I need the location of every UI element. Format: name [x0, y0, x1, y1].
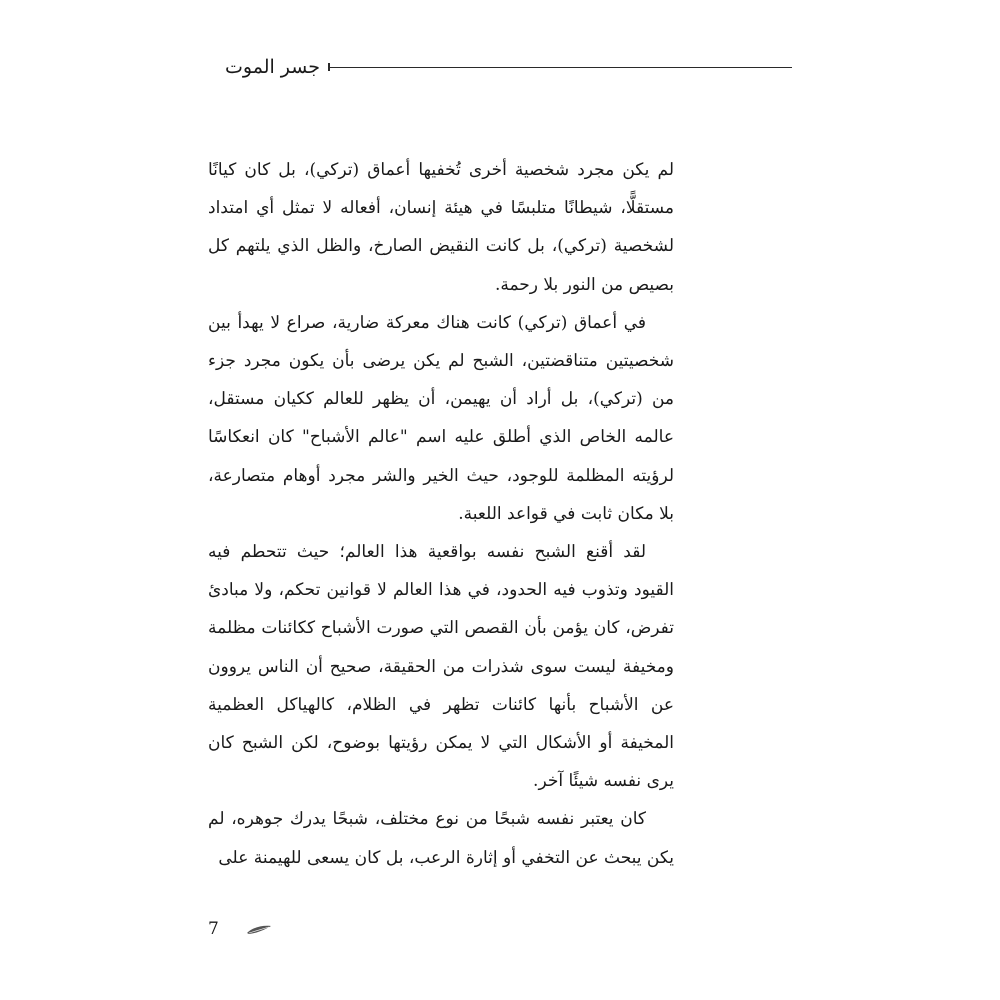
body-text: [208, 151, 674, 877]
paragraph: لقد أقنع الشبح نفسه بواقعية هذا العالم؛ حيث تتحطم فيه القيود وتذوب فيه الحدود، في هذا العالم لا قوانين تحكم، ولا مبادئ تفرض، كان يؤمن بأن القصص التي صورت الأشباح ككائنات مظلمة ومخيفة ليست سوى شذرات من الحقيقة، صحيح أن الناس يروون عن الأشباح بأنها كائنات تظهر في الظلام، كالهياكل العظمية المخيفة أو الأشكال التي لا يمكن رؤيتها بوضوح، لكن الشبح كان يرى نفسه شيئًا آخر.: [208, 542, 674, 792]
book-title: جسر الموت: [225, 56, 320, 78]
page-number: 7: [208, 919, 219, 939]
paragraph: كان يعتبر نفسه شبحًا من نوع مختلف، شبحًا يدرك جوهره، لم يكن يبحث عن التخفي أو إثارة الرعب، بل كان يسعى للهيمنة على: [208, 809, 674, 868]
paragraph: لم يكن مجرد شخصية أخرى تُخفيها أعماق (تركي)، بل كان كيانًا مستقلًّا، شيطانًا متلبسًا في هيئة إنسان، أفعاله لا تمثل أي امتداد لشخصية (تركي)، بل كانت النقيض الصارخ، والظل الذي يلتهم كل بصيص من النور بلا رحمة.: [208, 160, 674, 295]
header-rule: [330, 67, 792, 68]
paragraph: في أعماق (تركي) كانت هناك معركة ضارية، صراع لا يهدأ بين شخصيتين متناقضتين، الشبح لم يكن يرضى بأن يكون مجرد جزء من (تركي)، بل أراد أن يهيمن، أن يظهر للعالم ككيان مستقل، عالمه الخاص الذي أطلق عليه اسم "عالم الأشباح" كان انعكاسًا لرؤيته المظلمة للوجود، حيث الخير والشر مجرد أوهام متصارعة، بلا مكان ثابت في قواعد اللعبة.: [208, 312, 674, 524]
feather-icon: [246, 924, 272, 936]
running-header: [210, 52, 792, 82]
